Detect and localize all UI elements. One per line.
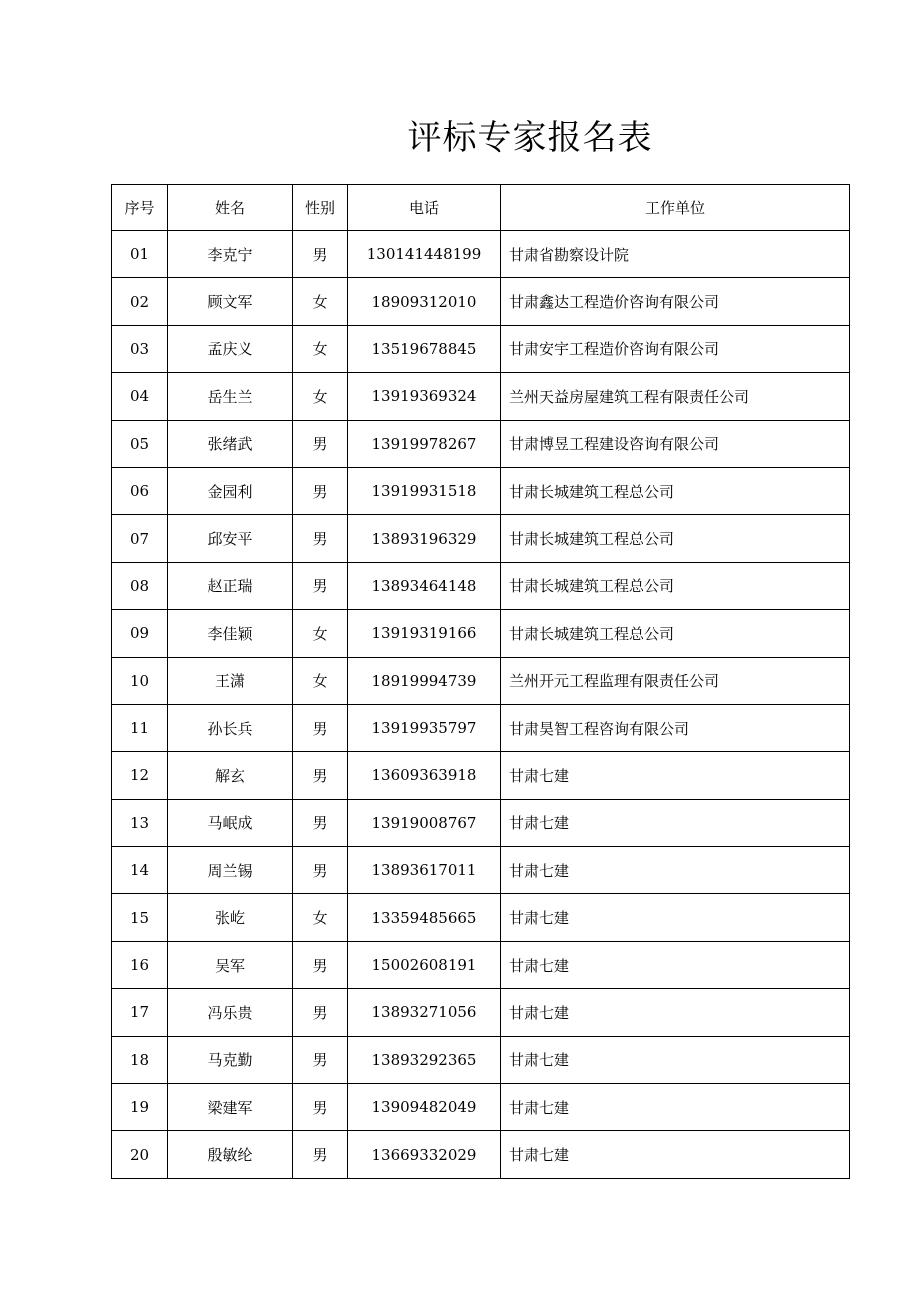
cell-name: 殷敏纶: [168, 1131, 293, 1178]
header-row: [112, 185, 850, 231]
cell-index: 11: [112, 704, 168, 751]
cell-unit: 甘肃七建: [501, 1131, 850, 1178]
cell-index: 16: [112, 941, 168, 988]
cell-gender: 男: [293, 799, 348, 846]
cell-name: 赵正瑞: [168, 562, 293, 609]
cell-phone: 13909482049: [348, 1084, 501, 1131]
table-row: [112, 752, 850, 799]
cell-gender: 男: [293, 1131, 348, 1178]
cell-name: 顾文军: [168, 278, 293, 325]
table-row: [112, 941, 850, 988]
cell-gender: 男: [293, 562, 348, 609]
cell-name: 李佳颖: [168, 610, 293, 657]
cell-unit: 甘肃长城建筑工程总公司: [501, 515, 850, 562]
cell-gender: 女: [293, 373, 348, 420]
cell-unit: 甘肃七建: [501, 894, 850, 941]
cell-gender: 男: [293, 420, 348, 467]
table-row: [112, 1084, 850, 1131]
cell-unit: 兰州开元工程监理有限责任公司: [501, 657, 850, 704]
cell-phone: 18919994739: [348, 657, 501, 704]
table-row: [112, 231, 850, 278]
table-row: [112, 515, 850, 562]
table-row: [112, 562, 850, 609]
cell-gender: 男: [293, 941, 348, 988]
cell-index: 17: [112, 989, 168, 1036]
column-header-unit: 工作单位: [501, 185, 850, 231]
table-row: [112, 799, 850, 846]
cell-name: 张屹: [168, 894, 293, 941]
table-row: [112, 989, 850, 1036]
cell-gender: 男: [293, 1036, 348, 1083]
cell-unit: 甘肃七建: [501, 1036, 850, 1083]
table-row: [112, 847, 850, 894]
cell-name: 周兰锡: [168, 847, 293, 894]
cell-gender: 女: [293, 278, 348, 325]
table-row: [112, 325, 850, 372]
table-row: [112, 1036, 850, 1083]
cell-unit: 甘肃省勘察设计院: [501, 231, 850, 278]
column-header-name: 姓名: [168, 185, 293, 231]
cell-gender: 女: [293, 657, 348, 704]
cell-name: 冯乐贵: [168, 989, 293, 1036]
cell-phone: 130141448199: [348, 231, 501, 278]
cell-index: 15: [112, 894, 168, 941]
cell-phone: 13893196329: [348, 515, 501, 562]
cell-index: 02: [112, 278, 168, 325]
cell-unit: 甘肃七建: [501, 752, 850, 799]
cell-name: 王潇: [168, 657, 293, 704]
cell-name: 解玄: [168, 752, 293, 799]
table-row: [112, 657, 850, 704]
cell-unit: 甘肃鑫达工程造价咨询有限公司: [501, 278, 850, 325]
cell-name: 李克宁: [168, 231, 293, 278]
cell-gender: 男: [293, 515, 348, 562]
cell-unit: 甘肃长城建筑工程总公司: [501, 562, 850, 609]
cell-index: 12: [112, 752, 168, 799]
table-row: [112, 420, 850, 467]
cell-index: 04: [112, 373, 168, 420]
cell-unit: 甘肃安宇工程造价咨询有限公司: [501, 325, 850, 372]
expert-table: [111, 184, 850, 1179]
cell-gender: 女: [293, 610, 348, 657]
cell-unit: 甘肃七建: [501, 1084, 850, 1131]
cell-unit: 兰州天益房屋建筑工程有限责任公司: [501, 373, 850, 420]
cell-name: 邱安平: [168, 515, 293, 562]
cell-index: 08: [112, 562, 168, 609]
table-header: [112, 185, 850, 231]
cell-phone: 13919935797: [348, 704, 501, 751]
cell-phone: 13669332029: [348, 1131, 501, 1178]
cell-index: 20: [112, 1131, 168, 1178]
column-header-gender: 性别: [293, 185, 348, 231]
cell-gender: 男: [293, 847, 348, 894]
cell-index: 18: [112, 1036, 168, 1083]
table-row: [112, 373, 850, 420]
cell-index: 09: [112, 610, 168, 657]
column-header-index: 序号: [112, 185, 168, 231]
cell-gender: 男: [293, 752, 348, 799]
cell-gender: 男: [293, 989, 348, 1036]
cell-gender: 男: [293, 467, 348, 514]
cell-phone: 13519678845: [348, 325, 501, 372]
cell-unit: 甘肃昊智工程咨询有限公司: [501, 704, 850, 751]
table-row: [112, 704, 850, 751]
cell-unit: 甘肃七建: [501, 847, 850, 894]
cell-phone: 13919931518: [348, 467, 501, 514]
page-title: 评标专家报名表: [407, 118, 653, 158]
cell-phone: 13893292365: [348, 1036, 501, 1083]
cell-unit: 甘肃七建: [501, 799, 850, 846]
cell-phone: 13919369324: [348, 373, 501, 420]
cell-phone: 13893271056: [348, 989, 501, 1036]
cell-name: 马克勤: [168, 1036, 293, 1083]
cell-index: 07: [112, 515, 168, 562]
cell-name: 金园利: [168, 467, 293, 514]
cell-name: 孙长兵: [168, 704, 293, 751]
cell-unit: 甘肃长城建筑工程总公司: [501, 467, 850, 514]
cell-unit: 甘肃七建: [501, 989, 850, 1036]
cell-name: 岳生兰: [168, 373, 293, 420]
table-row: [112, 1131, 850, 1178]
cell-index: 14: [112, 847, 168, 894]
cell-phone: 18909312010: [348, 278, 501, 325]
cell-name: 孟庆义: [168, 325, 293, 372]
cell-unit: 甘肃七建: [501, 941, 850, 988]
table-row: [112, 894, 850, 941]
cell-gender: 女: [293, 325, 348, 372]
cell-phone: 13919319166: [348, 610, 501, 657]
cell-phone: 13609363918: [348, 752, 501, 799]
cell-phone: 15002608191: [348, 941, 501, 988]
cell-index: 10: [112, 657, 168, 704]
table-row: [112, 467, 850, 514]
cell-gender: 女: [293, 894, 348, 941]
cell-gender: 男: [293, 704, 348, 751]
cell-index: 06: [112, 467, 168, 514]
cell-gender: 男: [293, 231, 348, 278]
cell-unit: 甘肃博昱工程建设咨询有限公司: [501, 420, 850, 467]
cell-index: 05: [112, 420, 168, 467]
column-header-phone: 电话: [348, 185, 501, 231]
cell-gender: 男: [293, 1084, 348, 1131]
cell-phone: 13919978267: [348, 420, 501, 467]
table-row: [112, 278, 850, 325]
cell-phone: 13919008767: [348, 799, 501, 846]
cell-name: 吴军: [168, 941, 293, 988]
cell-unit: 甘肃长城建筑工程总公司: [501, 610, 850, 657]
cell-phone: 13893617011: [348, 847, 501, 894]
cell-name: 梁建军: [168, 1084, 293, 1131]
cell-index: 03: [112, 325, 168, 372]
cell-phone: 13893464148: [348, 562, 501, 609]
cell-name: 马岷成: [168, 799, 293, 846]
table-row: [112, 610, 850, 657]
cell-phone: 13359485665: [348, 894, 501, 941]
cell-index: 19: [112, 1084, 168, 1131]
cell-index: 01: [112, 231, 168, 278]
cell-name: 张绪武: [168, 420, 293, 467]
table-body: [112, 231, 850, 1179]
cell-index: 13: [112, 799, 168, 846]
